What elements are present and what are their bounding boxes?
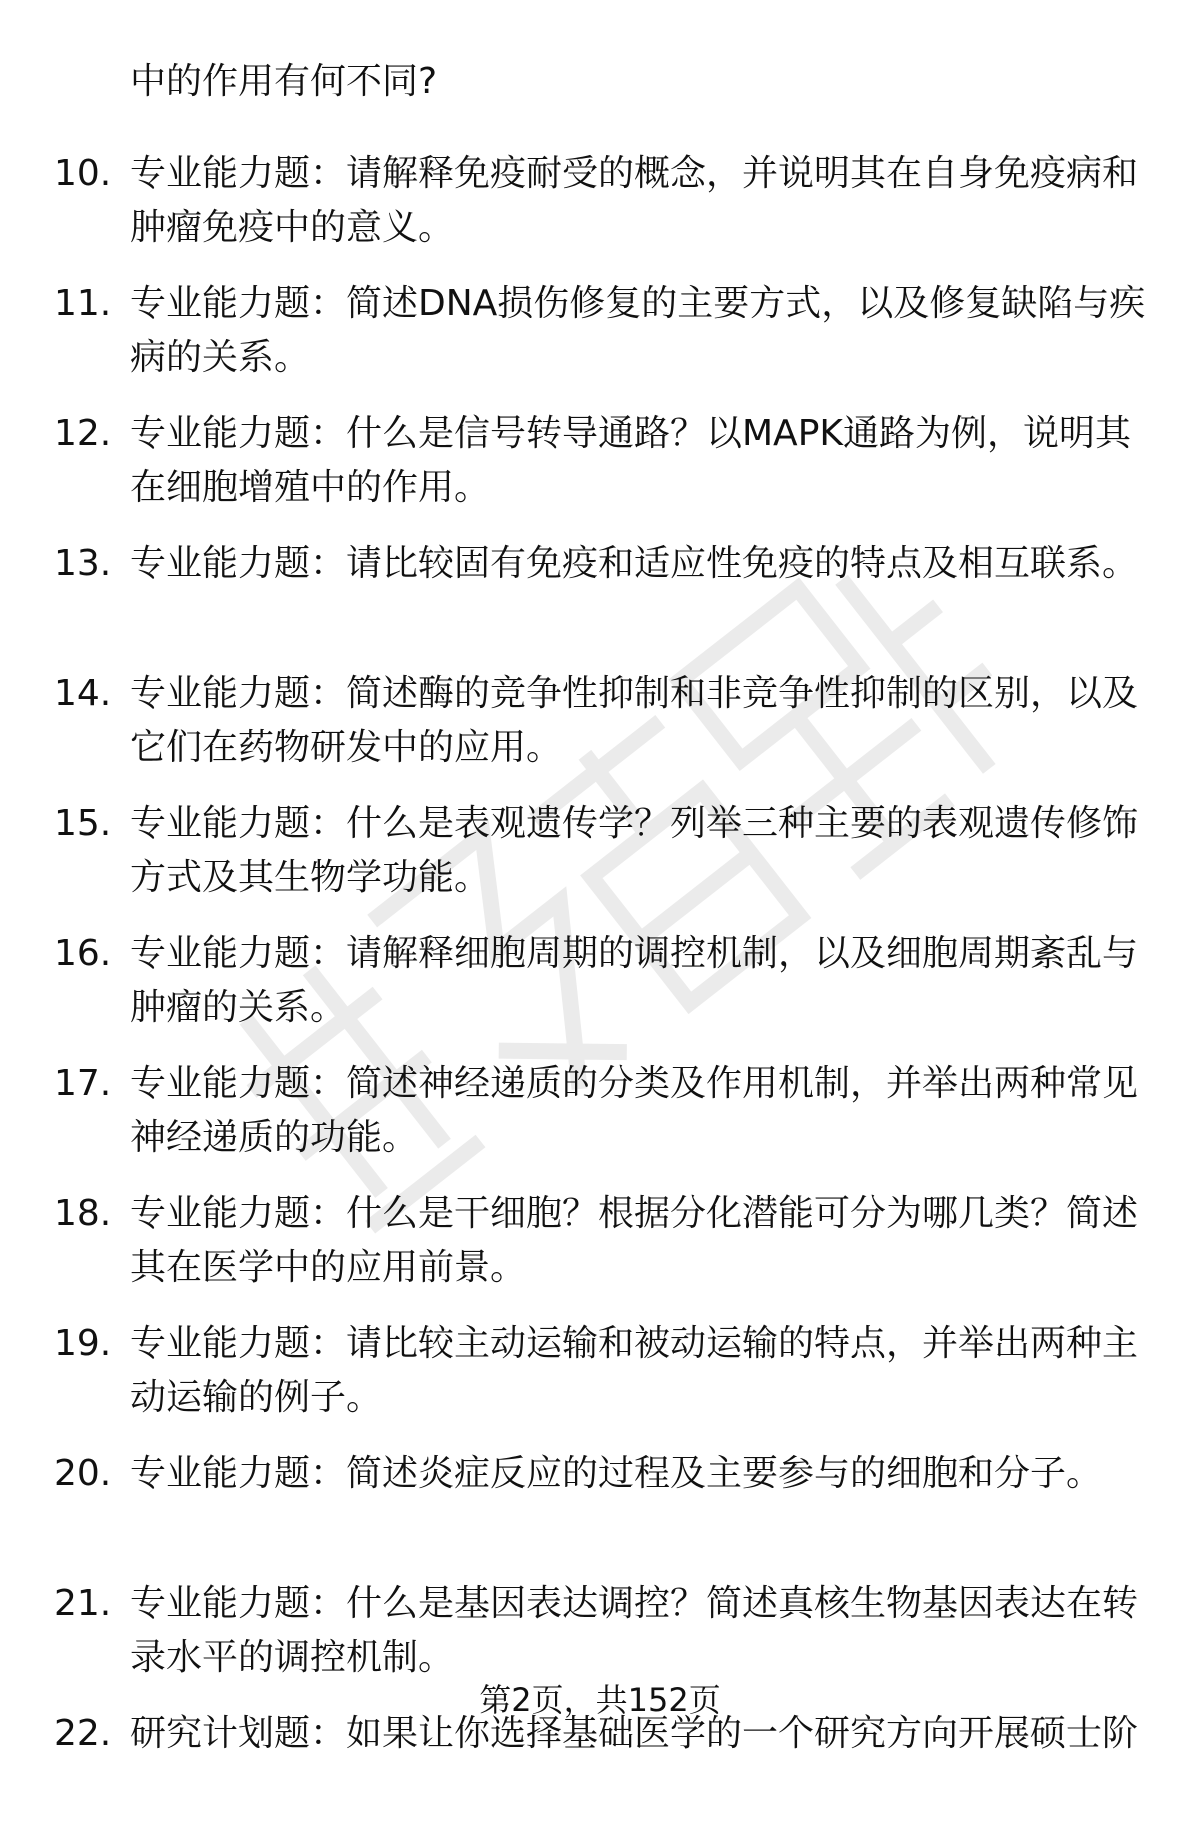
question-text-line: 专业能力题：请解释免疫耐受的概念，并说明其在自身免疫病和 — [130, 153, 1139, 194]
question-text — [130, 797, 1140, 905]
question-text — [130, 407, 1140, 515]
question-text — [130, 1057, 1140, 1165]
question-text-line: 专业能力题：什么是表观遗传学？列举三种主要的表观遗传修饰 — [130, 803, 1139, 844]
question-list — [0, 147, 1200, 1837]
question-item — [0, 927, 1200, 1057]
question-text — [130, 147, 1140, 255]
question-number: 15. — [54, 803, 112, 844]
question-text — [130, 537, 1140, 591]
question-text-line: 方式及其生物学功能。 — [130, 857, 491, 898]
question-number: 17. — [54, 1063, 112, 1104]
question-number: 11. — [54, 283, 112, 324]
question-number: 12. — [54, 413, 112, 454]
question-text-line: 专业能力题：简述神经递质的分类及作用机制，并举出两种常见 — [130, 1063, 1139, 1104]
page-footer: 第2页，共152页 — [479, 1681, 721, 1719]
question-text-line: 动运输的例子。 — [130, 1377, 383, 1418]
question-number: 14. — [54, 673, 112, 714]
question-item — [0, 147, 1200, 277]
question-item — [0, 537, 1200, 667]
question-text — [130, 1577, 1140, 1685]
question-number: 20. — [54, 1453, 112, 1494]
question-text-line: 录水平的调控机制。 — [130, 1637, 455, 1678]
question-text-line: 肿瘤免疫中的意义。 — [130, 207, 455, 248]
question-text-line: 专业能力题：什么是基因表达调控？简述真核生物基因表达在转 — [130, 1583, 1139, 1624]
question-item — [0, 407, 1200, 537]
question-text — [130, 1187, 1140, 1295]
question-text-line: 专业能力题：什么是信号转导通路？以MAPK通路为例，说明其 — [130, 413, 1132, 454]
question-item — [0, 1707, 1200, 1837]
question-number: 21. — [54, 1583, 112, 1624]
question-text — [130, 277, 1146, 385]
continuation-text: 中的作用有何不同? — [130, 61, 438, 102]
question-text-line: 在细胞增殖中的作用。 — [130, 467, 491, 508]
question-item — [0, 277, 1200, 407]
question-text-line: 研究计划题：如果让你选择基础医学的一个研究方向开展硕士阶 — [130, 1713, 1139, 1754]
question-number: 22. — [54, 1713, 112, 1754]
question-text-line: 专业能力题：简述炎症反应的过程及主要参与的细胞和分子。 — [130, 1453, 1103, 1494]
question-text-line: 其在医学中的应用前景。 — [130, 1247, 527, 1288]
question-text-line: 肿瘤的关系。 — [130, 987, 347, 1028]
question-text — [130, 1447, 1140, 1501]
question-text-line: 专业能力题：请比较主动运输和被动运输的特点，并举出两种主 — [130, 1323, 1139, 1364]
question-text-line: 专业能力题：请解释细胞周期的调控机制，以及细胞周期紊乱与 — [130, 933, 1139, 974]
question-item — [0, 797, 1200, 927]
question-text-line: 专业能力题：简述酶的竞争性抑制和非竞争性抑制的区别，以及 — [130, 673, 1139, 714]
question-item — [0, 1447, 1200, 1577]
question-number: 19. — [54, 1323, 112, 1364]
question-number: 10. — [54, 153, 112, 194]
question-text-line: 它们在药物研发中的应用。 — [130, 727, 563, 768]
question-text-line: 专业能力题：简述DNA损伤修复的主要方式，以及修复缺陷与疾 — [130, 283, 1146, 324]
question-text — [130, 1317, 1140, 1425]
question-text-line: 神经递质的功能。 — [130, 1117, 419, 1158]
question-number: 13. — [54, 543, 112, 584]
question-text — [130, 927, 1140, 1035]
question-number: 16. — [54, 933, 112, 974]
question-text — [130, 667, 1140, 775]
question-text-line: 专业能力题：什么是干细胞？根据分化潜能可分为哪几类？简述 — [130, 1193, 1139, 1234]
question-item — [0, 1187, 1200, 1317]
question-text-line: 病的关系。 — [130, 337, 311, 378]
question-number: 18. — [54, 1193, 112, 1234]
question-item — [0, 1317, 1200, 1447]
question-item — [0, 1057, 1200, 1187]
question-item — [0, 667, 1200, 797]
question-text-line: 专业能力题：请比较固有免疫和适应性免疫的特点及相互联系。 — [130, 543, 1139, 584]
